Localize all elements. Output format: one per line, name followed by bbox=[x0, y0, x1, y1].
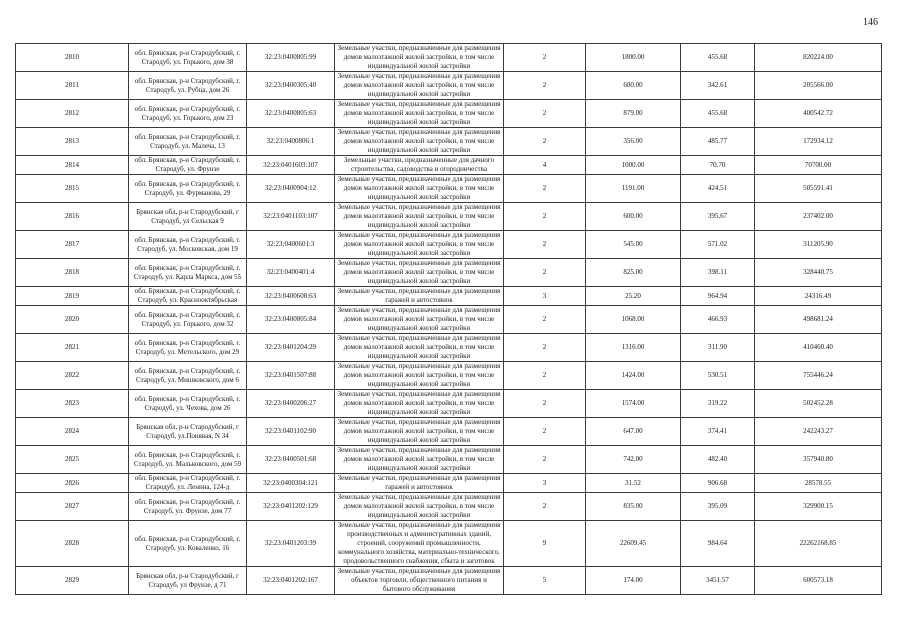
table-row bbox=[16, 231, 882, 259]
land-use-cell: Земельные участки, предназначенные для размещения домов малоэтажной жилой застройки, в том числе индивидуальной жилой застройки bbox=[335, 493, 504, 521]
table-row bbox=[16, 362, 882, 390]
row-number-cell: 2823 bbox=[16, 390, 129, 418]
address-cell: обл. Брянская, р-н Стародубский, г. Стародуб, ул. Фурманова, 29 bbox=[129, 175, 247, 203]
table-row bbox=[16, 493, 882, 521]
category-cell: 2 bbox=[504, 390, 586, 418]
category-cell: 2 bbox=[504, 418, 586, 446]
value-cell: 755446.24 bbox=[755, 362, 882, 390]
rate-cell: 455.68 bbox=[681, 100, 755, 128]
rate-cell: 311.90 bbox=[681, 334, 755, 362]
table-row bbox=[16, 306, 882, 334]
area-cell: 600.00 bbox=[586, 72, 681, 100]
address-cell: обл. Брянская, р-н Стародубский, г. Стародуб, ул. Метельского, дом 29 bbox=[129, 334, 247, 362]
address-cell: обл. Брянская, р-н Стародубский, г. Стародуб, ул. Карла Маркса, дом 55 bbox=[129, 259, 247, 287]
cadastral-number-cell: 32:23:0400305:40 bbox=[247, 72, 335, 100]
address-cell: обл. Брянская, р-н Стародубский, г. Стародуб, ул. Горького, дом 23 bbox=[129, 100, 247, 128]
cadastral-number-cell: 32:23:0400401:4 bbox=[247, 259, 335, 287]
address-cell: обл. Брянская, р-н Стародубский, г. Стародуб, ул. Фрунзе, дом 77 bbox=[129, 493, 247, 521]
area-cell: 1800.00 bbox=[586, 44, 681, 72]
area-cell: 1068.00 bbox=[586, 306, 681, 334]
value-cell: 28578.55 bbox=[755, 474, 882, 493]
rate-cell: 964.94 bbox=[681, 287, 755, 306]
land-use-cell: Земельные участки, предназначенные для размещения домов малоэтажной жилой застройки, в том числе индивидуальной жилой застройки bbox=[335, 390, 504, 418]
row-number-cell: 2820 bbox=[16, 306, 129, 334]
value-cell: 237402.00 bbox=[755, 203, 882, 231]
category-cell: 2 bbox=[504, 128, 586, 156]
category-cell: 3 bbox=[504, 474, 586, 493]
table-row bbox=[16, 44, 882, 72]
row-number-cell: 2827 bbox=[16, 493, 129, 521]
rate-cell: 395.09 bbox=[681, 493, 755, 521]
category-cell: 2 bbox=[504, 259, 586, 287]
category-cell: 3 bbox=[504, 287, 586, 306]
address-cell: обл. Брянская, р-н Стародубский, г. Стародуб, ул. Мишковского, дом 6 bbox=[129, 362, 247, 390]
value-cell: 328440.75 bbox=[755, 259, 882, 287]
area-cell: 1000.00 bbox=[586, 156, 681, 175]
land-use-cell: Земельные участки, предназначенные для размещения гаражей и автостоянок bbox=[335, 474, 504, 493]
table-row bbox=[16, 287, 882, 306]
rate-cell: 3451.57 bbox=[681, 567, 755, 595]
table-row bbox=[16, 390, 882, 418]
register-body bbox=[16, 44, 882, 595]
land-use-cell: Земельные участки, предназначенные для размещения домов малоэтажной жилой застройки, в том числе индивидуальной жилой застройки bbox=[335, 100, 504, 128]
table-row bbox=[16, 100, 882, 128]
area-cell: 1316.00 bbox=[586, 334, 681, 362]
category-cell: 2 bbox=[504, 175, 586, 203]
value-cell: 410460.40 bbox=[755, 334, 882, 362]
address-cell: обл. Брянская, р-н Стародубский, г. Стародуб, ул. Рубца, дом 26 bbox=[129, 72, 247, 100]
cadastral-number-cell: 32:23:0401203:39 bbox=[247, 521, 335, 567]
area-cell: 356.00 bbox=[586, 128, 681, 156]
address-cell: обл. Брянская, р-н Стародубский, г. Стародуб, ул. Горького, дом 38 bbox=[129, 44, 247, 72]
address-cell: обл. Брянская, р-н Стародубский, г. Стародуб, ул. Краснооктябрьская bbox=[129, 287, 247, 306]
value-cell: 311205.90 bbox=[755, 231, 882, 259]
table-row bbox=[16, 418, 882, 446]
value-cell: 505591.41 bbox=[755, 175, 882, 203]
value-cell: 242243.27 bbox=[755, 418, 882, 446]
row-number-cell: 2824 bbox=[16, 418, 129, 446]
table-row bbox=[16, 446, 882, 474]
category-cell: 2 bbox=[504, 100, 586, 128]
row-number-cell: 2811 bbox=[16, 72, 129, 100]
land-use-cell: Земельные участки, предназначенные для размещения гаражей и автостоянок bbox=[335, 287, 504, 306]
row-number-cell: 2826 bbox=[16, 474, 129, 493]
address-cell: обл. Брянская, р-н Стародубский, г. Стародуб, ул. Коваленко, 16 bbox=[129, 521, 247, 567]
area-cell: 647.00 bbox=[586, 418, 681, 446]
land-use-cell: Земельные участки, предназначенные для размещения домов малоэтажной жилой застройки, в том числе индивидуальной жилой застройки bbox=[335, 231, 504, 259]
row-number-cell: 2829 bbox=[16, 567, 129, 595]
address-cell: обл. Брянская, р-н Стародубский, г. Стародуб, ул. Ленина, 124-д bbox=[129, 474, 247, 493]
land-use-cell: Земельные участки, предназначенные для размещения домов малоэтажной жилой застройки, в том числе индивидуальной жилой застройки bbox=[335, 72, 504, 100]
land-use-cell: Земельные участки, предназначенные для размещения домов малоэтажной жилой застройки, в том числе индивидуальной жилой застройки bbox=[335, 362, 504, 390]
address-cell: обл. Брянская, р-н Стародубский, г. Стародуб, ул. Фрунзе bbox=[129, 156, 247, 175]
table-row bbox=[16, 567, 882, 595]
area-cell: 742.00 bbox=[586, 446, 681, 474]
cadastral-number-cell: 32:23:0400805:63 bbox=[247, 100, 335, 128]
cadastral-number-cell: 32:23:0401202:167 bbox=[247, 567, 335, 595]
category-cell: 2 bbox=[504, 446, 586, 474]
rate-cell: 342.61 bbox=[681, 72, 755, 100]
rate-cell: 70.70 bbox=[681, 156, 755, 175]
value-cell: 820224.00 bbox=[755, 44, 882, 72]
rate-cell: 424.51 bbox=[681, 175, 755, 203]
rate-cell: 319.22 bbox=[681, 390, 755, 418]
address-cell: Брянская обл, р-н Стародубский, г Стародуб, ул Сельская 9 bbox=[129, 203, 247, 231]
value-cell: 24316.49 bbox=[755, 287, 882, 306]
area-cell: 22609.45 bbox=[586, 521, 681, 567]
value-cell: 172934.12 bbox=[755, 128, 882, 156]
category-cell: 2 bbox=[504, 44, 586, 72]
area-cell: 1424.00 bbox=[586, 362, 681, 390]
land-use-cell: Земельные участки, предназначенные для размещения производственных и административных зданий, строений, сооружений промышленности, коммунального хозяйства, материально-технического, продовольственного снабжения, сбыта и заготовок bbox=[335, 521, 504, 567]
area-cell: 835.00 bbox=[586, 493, 681, 521]
land-use-cell: Земельные участки, предназначенные для размещения домов малоэтажной жилой застройки, в том числе индивидуальной жилой застройки bbox=[335, 128, 504, 156]
category-cell: 2 bbox=[504, 334, 586, 362]
area-cell: 879.00 bbox=[586, 100, 681, 128]
rate-cell: 906.68 bbox=[681, 474, 755, 493]
rate-cell: 466.93 bbox=[681, 306, 755, 334]
area-cell: 825.00 bbox=[586, 259, 681, 287]
address-cell: обл. Брянская, р-н Стародубский, г. Стародуб, ул. Малеча, 13 bbox=[129, 128, 247, 156]
land-use-cell: Земельные участки, предназначенные для размещения домов малоэтажной жилой застройки, в том числе индивидуальной жилой застройки bbox=[335, 259, 504, 287]
row-number-cell: 2828 bbox=[16, 521, 129, 567]
cadastral-number-cell: 32:23:0401603:107 bbox=[247, 156, 335, 175]
cadastral-number-cell: 32:23:0401102:90 bbox=[247, 418, 335, 446]
category-cell: 2 bbox=[504, 306, 586, 334]
address-cell: обл. Брянская, р-н Стародубский, г. Стародуб, ул. Чехова, дом 26 bbox=[129, 390, 247, 418]
cadastral-number-cell: 32:23:0400904:12 bbox=[247, 175, 335, 203]
value-cell: 357940.80 bbox=[755, 446, 882, 474]
land-register-table bbox=[15, 43, 882, 595]
address-cell: обл. Брянская, р-н Стародубский, г. Стародуб, ул. Московская, дом 19 bbox=[129, 231, 247, 259]
category-cell: 2 bbox=[504, 203, 586, 231]
table-row bbox=[16, 203, 882, 231]
rate-cell: 571.02 bbox=[681, 231, 755, 259]
area-cell: 545.00 bbox=[586, 231, 681, 259]
table-row bbox=[16, 259, 882, 287]
cadastral-number-cell: 32:23:0400206:27 bbox=[247, 390, 335, 418]
land-use-cell: Земельные участки, предназначенные для размещения домов малоэтажной жилой застройки, в том числе индивидуальной жилой застройки bbox=[335, 334, 504, 362]
value-cell: 70700.00 bbox=[755, 156, 882, 175]
rate-cell: 398.11 bbox=[681, 259, 755, 287]
land-use-cell: Земельные участки, предназначенные для размещения домов малоэтажной жилой застройки, в том числе индивидуальной жилой застройки bbox=[335, 306, 504, 334]
cadastral-number-cell: 32:23:0400805:84 bbox=[247, 306, 335, 334]
category-cell: 2 bbox=[504, 362, 586, 390]
table-row bbox=[16, 474, 882, 493]
cadastral-number-cell: 32:23:0400608:63 bbox=[247, 287, 335, 306]
rate-cell: 482.40 bbox=[681, 446, 755, 474]
value-cell: 400542.72 bbox=[755, 100, 882, 128]
land-use-cell: Земельные участки, предназначенные для размещения объектов торговли, общественного питания и бытового обслуживания bbox=[335, 567, 504, 595]
value-cell: 205566.00 bbox=[755, 72, 882, 100]
category-cell: 9 bbox=[504, 521, 586, 567]
cadastral-number-cell: 32:23:0400601:3 bbox=[247, 231, 335, 259]
value-cell: 498681.24 bbox=[755, 306, 882, 334]
value-cell: 22262168.85 bbox=[755, 521, 882, 567]
page-number: 146 bbox=[863, 17, 878, 28]
land-use-cell: Земельные участки, предназначенные для размещения домов малоэтажной жилой застройки, в том числе индивидуальной жилой застройки bbox=[335, 418, 504, 446]
cadastral-number-cell: 32:23:0401202:129 bbox=[247, 493, 335, 521]
category-cell: 5 bbox=[504, 567, 586, 595]
row-number-cell: 2819 bbox=[16, 287, 129, 306]
row-number-cell: 2818 bbox=[16, 259, 129, 287]
land-use-cell: Земельные участки, предназначенные для дачного строительства, садоводства и огородничества bbox=[335, 156, 504, 175]
row-number-cell: 2813 bbox=[16, 128, 129, 156]
row-number-cell: 2810 bbox=[16, 44, 129, 72]
address-cell: Брянская обл, р-н Стародубский, г Стародуб, ул Фрунзе, д 71 bbox=[129, 567, 247, 595]
land-use-cell: Земельные участки, предназначенные для размещения домов малоэтажной жилой застройки, в том числе индивидуальной жилой застройки bbox=[335, 203, 504, 231]
row-number-cell: 2812 bbox=[16, 100, 129, 128]
row-number-cell: 2825 bbox=[16, 446, 129, 474]
land-use-cell: Земельные участки, предназначенные для размещения домов малоэтажной жилой застройки, в том числе индивидуальной жилой застройки bbox=[335, 44, 504, 72]
table-row bbox=[16, 156, 882, 175]
rate-cell: 374.41 bbox=[681, 418, 755, 446]
area-cell: 25.20 bbox=[586, 287, 681, 306]
value-cell: 502452.28 bbox=[755, 390, 882, 418]
category-cell: 4 bbox=[504, 156, 586, 175]
rate-cell: 984.64 bbox=[681, 521, 755, 567]
cadastral-number-cell: 32:23:0400805:99 bbox=[247, 44, 335, 72]
row-number-cell: 2821 bbox=[16, 334, 129, 362]
rate-cell: 395.67 bbox=[681, 203, 755, 231]
area-cell: 1191.00 bbox=[586, 175, 681, 203]
cadastral-number-cell: 32:23:0401103:107 bbox=[247, 203, 335, 231]
cadastral-number-cell: 32:23:0401204:29 bbox=[247, 334, 335, 362]
area-cell: 1574.00 bbox=[586, 390, 681, 418]
category-cell: 2 bbox=[504, 493, 586, 521]
address-cell: обл. Брянская, р-н Стародубский, г. Стародуб, ул. Горького, дом 32 bbox=[129, 306, 247, 334]
row-number-cell: 2817 bbox=[16, 231, 129, 259]
area-cell: 600.00 bbox=[586, 203, 681, 231]
rate-cell: 455.68 bbox=[681, 44, 755, 72]
table-row bbox=[16, 175, 882, 203]
rate-cell: 530.51 bbox=[681, 362, 755, 390]
address-cell: обл. Брянская, р-н Стародубский, г. Стародуб, ул. Мальковского, дом 59 bbox=[129, 446, 247, 474]
cadastral-number-cell: 32:23:0400501:68 bbox=[247, 446, 335, 474]
row-number-cell: 2816 bbox=[16, 203, 129, 231]
row-number-cell: 2815 bbox=[16, 175, 129, 203]
land-use-cell: Земельные участки, предназначенные для размещения домов малоэтажной жилой застройки, в том числе индивидуальной жилой застройки bbox=[335, 446, 504, 474]
table-row bbox=[16, 72, 882, 100]
category-cell: 2 bbox=[504, 72, 586, 100]
cadastral-number-cell: 32:23:0400304:121 bbox=[247, 474, 335, 493]
table-row bbox=[16, 521, 882, 567]
area-cell: 31.52 bbox=[586, 474, 681, 493]
table-row bbox=[16, 128, 882, 156]
cadastral-number-cell: 32:23:0401507:88 bbox=[247, 362, 335, 390]
land-use-cell: Земельные участки, предназначенные для размещения домов малоэтажной жилой застройки, в том числе индивидуальной жилой застройки bbox=[335, 175, 504, 203]
address-cell: Брянская обл, р-н Стародубский, г Стародуб, ул.Понявая, N 34 bbox=[129, 418, 247, 446]
row-number-cell: 2814 bbox=[16, 156, 129, 175]
value-cell: 600573.18 bbox=[755, 567, 882, 595]
value-cell: 329900.15 bbox=[755, 493, 882, 521]
category-cell: 2 bbox=[504, 231, 586, 259]
row-number-cell: 2822 bbox=[16, 362, 129, 390]
table-row bbox=[16, 334, 882, 362]
cadastral-number-cell: 32:23:0400806:1 bbox=[247, 128, 335, 156]
rate-cell: 485.77 bbox=[681, 128, 755, 156]
area-cell: 174.00 bbox=[586, 567, 681, 595]
